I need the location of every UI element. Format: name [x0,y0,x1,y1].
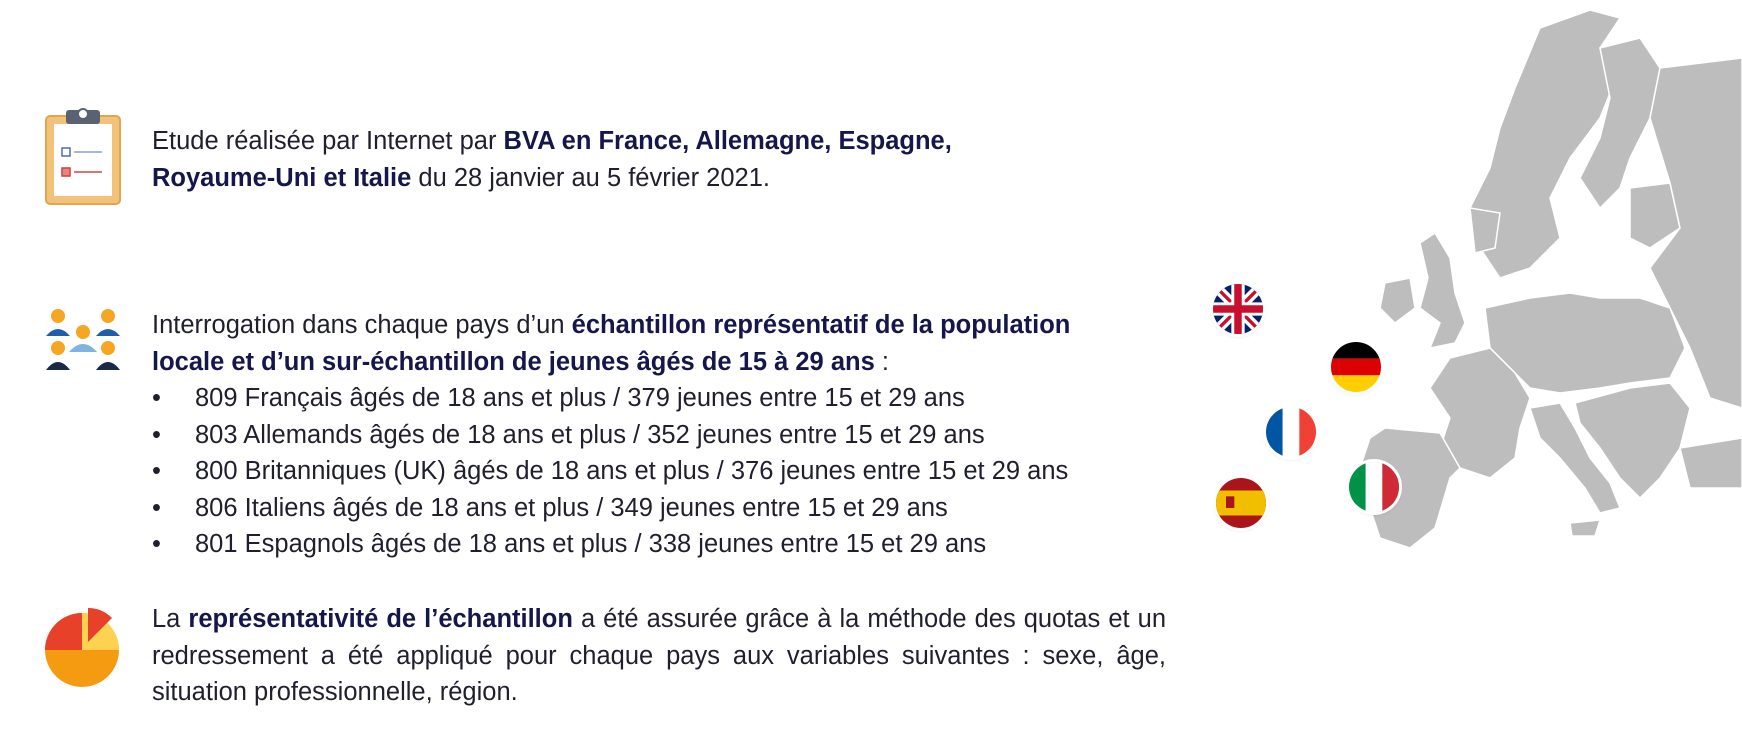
representativity-description [152,601,1166,711]
uk-flag [1213,284,1263,334]
study-dates: du 28 janvier au 5 février 2021. [411,163,770,192]
sample-description [152,307,1070,563]
sample-suffix: : [874,347,889,376]
bullet-glyph: • [152,384,161,412]
germany-flag [1331,342,1381,392]
europe-map [1300,8,1742,643]
list-item [152,526,1070,563]
people-group-icon [44,308,122,377]
sample-list [152,380,1070,563]
list-item [152,380,1070,417]
study-countries-2: Royaume-Uni et Italie [152,163,412,192]
list-item [152,417,1070,454]
study-countries: BVA en France, Allemagne, Espagne, [503,127,952,155]
repr-prefix: La [152,605,189,633]
sample-item-uk: 800 Britanniques (UK) âgés de 18 ans et plus / 376 jeunes entre 15 et 29 ans [195,457,1069,485]
sample-item-de: 803 Allemands âgés de 18 ans et plus / 352 jeunes entre 15 et 29 ans [195,420,985,449]
bullet-glyph: • [152,530,161,558]
sample-prefix: Interrogation dans chaque pays d’un [152,311,572,339]
study-description [152,123,952,196]
pie-chart-icon [42,608,122,693]
sample-bold-1: échantillon représentatif de la population [571,311,1071,339]
list-item [152,490,1070,527]
repr-suffix: a été assurée grâce à la méthode des quotas et un redressement a été appliqué pour chaque pays aux variables suivantes : sexe, âge, situation professionnelle, région. [152,605,1166,706]
france-flag [1266,407,1316,457]
repr-bold: représentativité de l’échantillon [188,605,573,633]
clipboard-icon [44,108,122,211]
bullet-glyph: • [152,420,161,449]
sample-item-es: 801 Espagnols âgés de 18 ans et plus / 338 jeunes entre 15 et 29 ans [195,530,987,558]
sample-item-it: 806 Italiens âgés de 18 ans et plus / 349 jeunes entre 15 et 29 ans [195,493,948,522]
bullet-glyph: • [152,493,161,522]
study-prefix: Etude réalisée par Internet par [152,127,504,155]
sample-bold-2: locale et d’un sur-échantillon de jeunes âgés de 15 à 29 ans [152,347,875,376]
sample-intro [152,307,1070,380]
bullet-glyph: • [152,457,161,485]
spain-flag [1216,478,1266,528]
italy-flag [1349,462,1399,512]
sample-item-fr: 809 Français âgés de 18 ans et plus / 379 jeunes entre 15 et 29 ans [195,384,965,412]
list-item [152,453,1070,490]
